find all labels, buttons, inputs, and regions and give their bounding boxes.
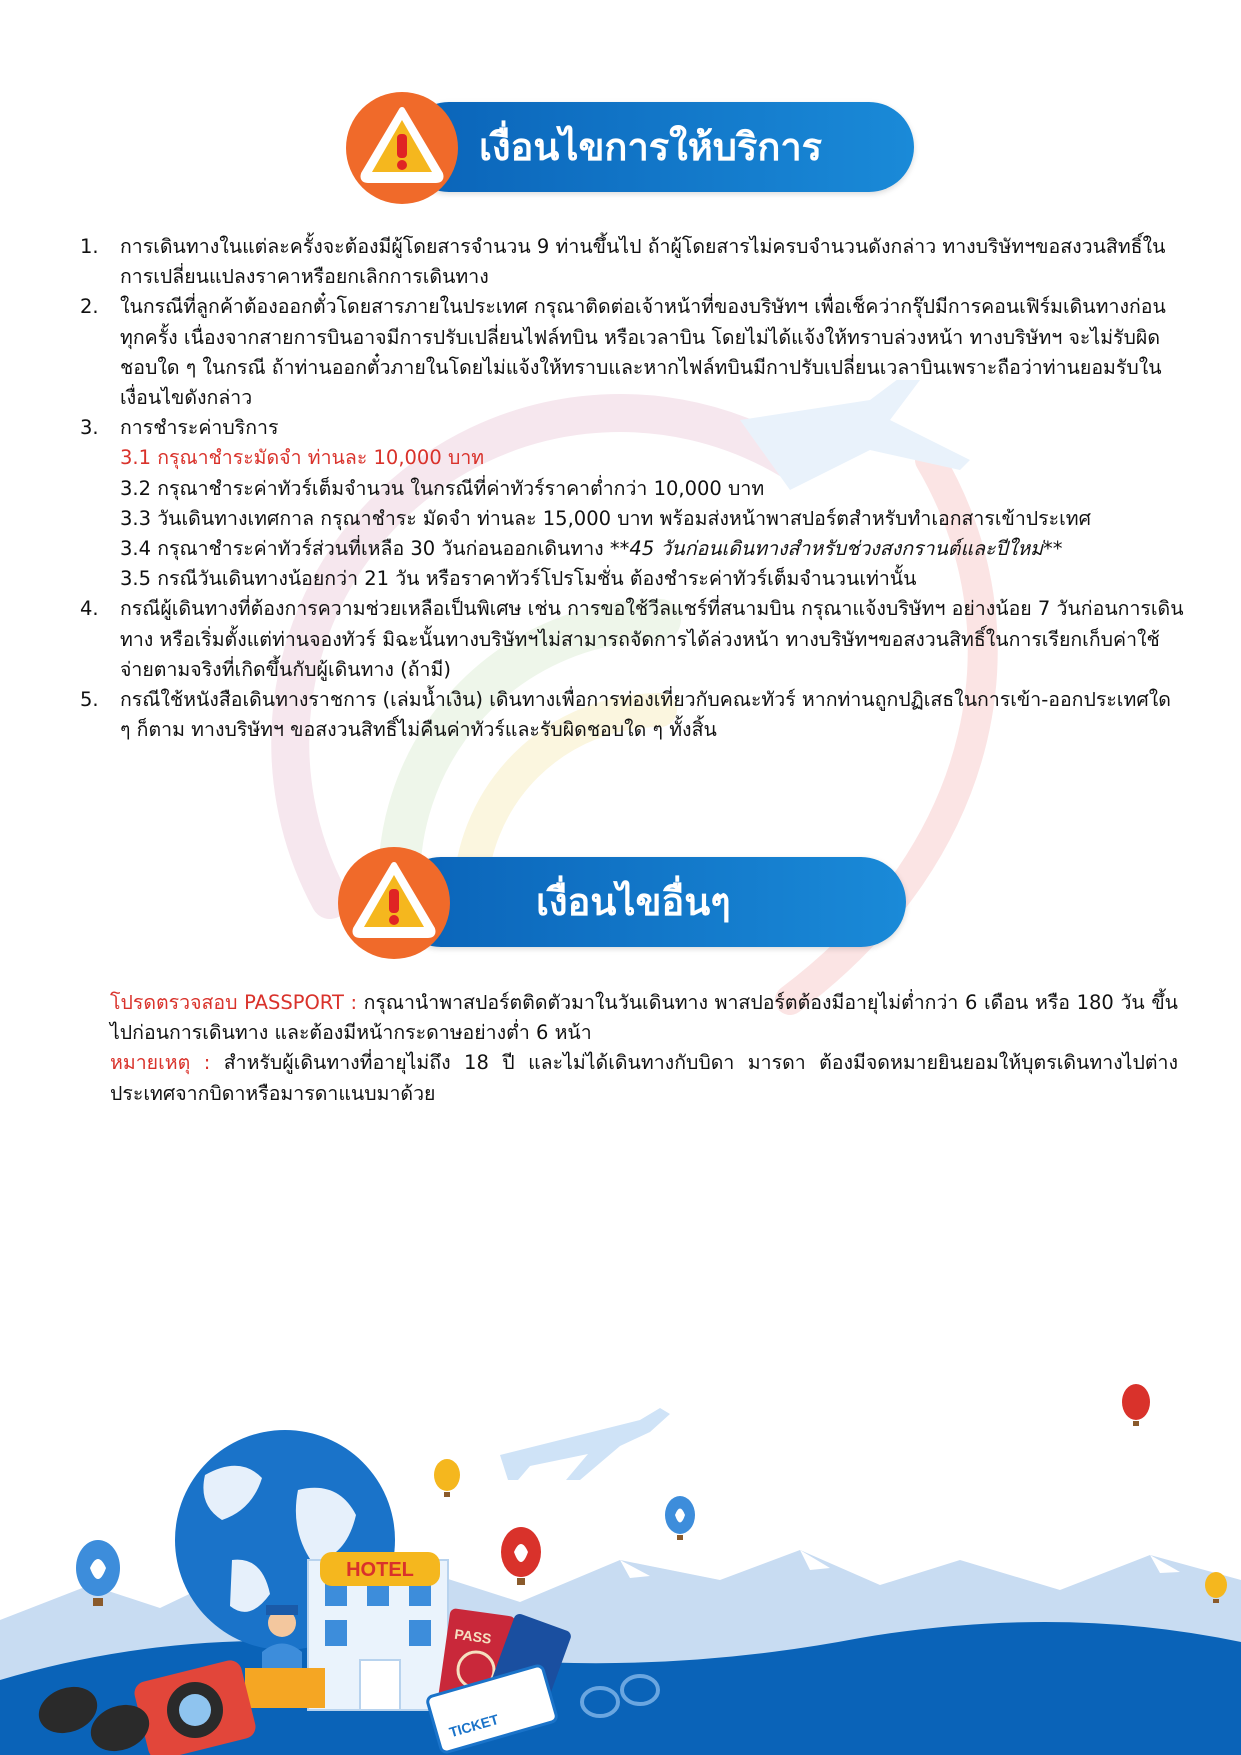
service-conditions-list <box>80 232 1185 745</box>
list-number: 3. <box>80 416 99 440</box>
warning-icon <box>344 90 460 206</box>
list-number: 5. <box>80 688 99 712</box>
holiday-note: **45 วันก่อนเดินทางสำหรับช่วงสงกรานต์และปีใหม่** <box>609 537 1063 561</box>
list-number: 1. <box>80 235 99 258</box>
list-item <box>80 292 1185 413</box>
passport-text: กรุณานำพาสปอร์ตติดตัวมาในวันเดินทาง พาสปอร์ตต้องมีอายุไม่ต่ำกว่า 6 เดือน หรือ 180 วัน ขึ้นไปก่อนการเดินทาง และต้องมีหน้ากระดาษอย่างต่ำ 6 หน้า <box>110 991 1178 1045</box>
banner-pill <box>404 102 914 192</box>
payment-sub-item: 3.2 กรุณาชำระค่าทัวร์เต็มจำนวน ในกรณีที่ค่าทัวร์ราคาต่ำกว่า 10,000 บาท <box>120 476 765 500</box>
payment-sub-text: 3.4 กรุณาชำระค่าทัวร์ส่วนที่เหลือ 30 วันก่อนออกเดินทาง <box>120 537 610 561</box>
list-item-text: กรณีใช้หนังสือเดินทางราชการ (เล่มน้ำเงิน) เดินทางเพื่อการท่องเที่ยวกับคณะทัวร์ หากท่านถูกปฏิเสธในการเข้า-ออกประเทศใด ๆ ก็ตาม ทางบริษัทฯ ขอสงวนสิทธิ์ไม่คืนค่าทัวร์และรับผิดชอบใด ๆ ทั้งสิ้น <box>120 688 1171 742</box>
list-item <box>80 413 1185 443</box>
list-item-text: การชำระค่าบริการ <box>120 416 279 440</box>
ticket-word: TICKET <box>447 1710 501 1741</box>
list-item <box>80 685 1185 745</box>
list-item <box>80 232 1185 292</box>
list-item-text: ในกรณีที่ลูกค้าต้องออกตั๋วโดยสารภายในประเทศ กรุณาติดต่อเจ้าหน้าที่ของบริษัทฯ เพื่อเช็คว่ากรุ๊ปมีการคอนเฟิร์มเดินทางก่อนทุกครั้ง เนื่องจากสายการบินอาจมีการปรับเปลี่ยนไฟล์ทบิน หรือเวลาบิน โดยไม่ได้แจ้งให้ทราบล่วงหน้า ทางบริษัทฯ จะไม่รับผิดชอบใด ๆ ในกรณี ถ้าท่านออกตั๋วภายในโดยไม่แจ้งให้ทราบและหากไฟล์ทบินมีกาปรับเปลี่ยนเวลาบินเพราะถือว่าท่านยอมรับในเงื่อนไขดังกล่าว <box>120 295 1166 410</box>
section-title-banner <box>336 845 906 957</box>
list-item-text: กรณีผู้เดินทางที่ต้องการความช่วยเหลือเป็นพิเศษ เช่น การขอใช้วีลแชร์ที่สนามบิน กรุณาแจ้งบริษัทฯ อย่างน้อย 7 วันก่อนการเดินทาง หรือเริ่มตั้งแต่ท่านจองทัวร์ มิฉะนั้นทางบริษัทฯไม่สามารถจัดการได้ล่วงหน้า ทางบริษัทฯขอสงวนสิทธิ์ในการเรียกเก็บค่าใช้จ่ายตามจริงที่เกิดขึ้นกับผู้เดินทาง (ถ้ามี) <box>120 597 1184 681</box>
section-title-banner <box>344 90 914 202</box>
hotel-sign: HOTEL <box>346 1559 414 1581</box>
passport-word: PASS <box>453 1625 493 1647</box>
list-number: 4. <box>80 597 99 621</box>
payment-sub-item: 3.3 วันเดินทางเทศกาล กรุณาชำระ มัดจำ ท่านละ 15,000 บาท พร้อมส่งหน้าพาสปอร์ตสำหรับทำเอกสารเข้าประเทศ <box>120 506 1092 530</box>
note-paragraph <box>110 1048 1178 1108</box>
list-number: 2. <box>80 295 99 319</box>
other-conditions <box>110 988 1178 1109</box>
warning-icon <box>336 845 452 961</box>
travel-illustration <box>0 1380 1241 1755</box>
list-item <box>80 594 1185 685</box>
note-text: สำหรับผู้เดินทางที่อายุไม่ถึง 18 ปี และไม่ได้เดินทางกับบิดา มารดา ต้องมีจดหมายยินยอมให้บุตรเดินทางไปต่างประเทศจากบิดาหรือมารดาแนบมาด้วย <box>110 1051 1178 1105</box>
banner-pill <box>396 857 906 947</box>
passport-label: โปรดตรวจสอบ PASSPORT : <box>110 991 358 1014</box>
payment-sub-item: 3.1 กรุณาชำระมัดจำ ท่านละ 10,000 บาท <box>120 446 485 470</box>
payment-sub-item <box>80 534 1185 564</box>
note-label: หมายเหตุ : <box>110 1051 211 1075</box>
passport-paragraph <box>110 988 1178 1048</box>
hotel-icon <box>308 1552 448 1710</box>
payment-sub-item: 3.5 กรณีวันเดินทางน้อยกว่า 21 วัน หรือราคาทัวร์โปรโมชั่น ต้องชำระค่าทัวร์เต็มจำนวนเท่านั้น <box>120 567 917 591</box>
section-title: เงื่อนไขการให้บริการ <box>479 125 823 169</box>
list-item-text: การเดินทางในแต่ละครั้งจะต้องมีผู้โดยสารจำนวน 9 ท่านขึ้นไป ถ้าผู้โดยสารไม่ครบจำนวนดังกล่าว ทางบริษัทฯขอสงวนสิทธิ์ในการเปลี่ยนแปลงราคาหรือยกเลิกการเดินทาง <box>120 235 1166 289</box>
airplane-icon <box>500 1408 670 1480</box>
section-title: เงื่อนไขอื่นๆ <box>536 880 731 924</box>
